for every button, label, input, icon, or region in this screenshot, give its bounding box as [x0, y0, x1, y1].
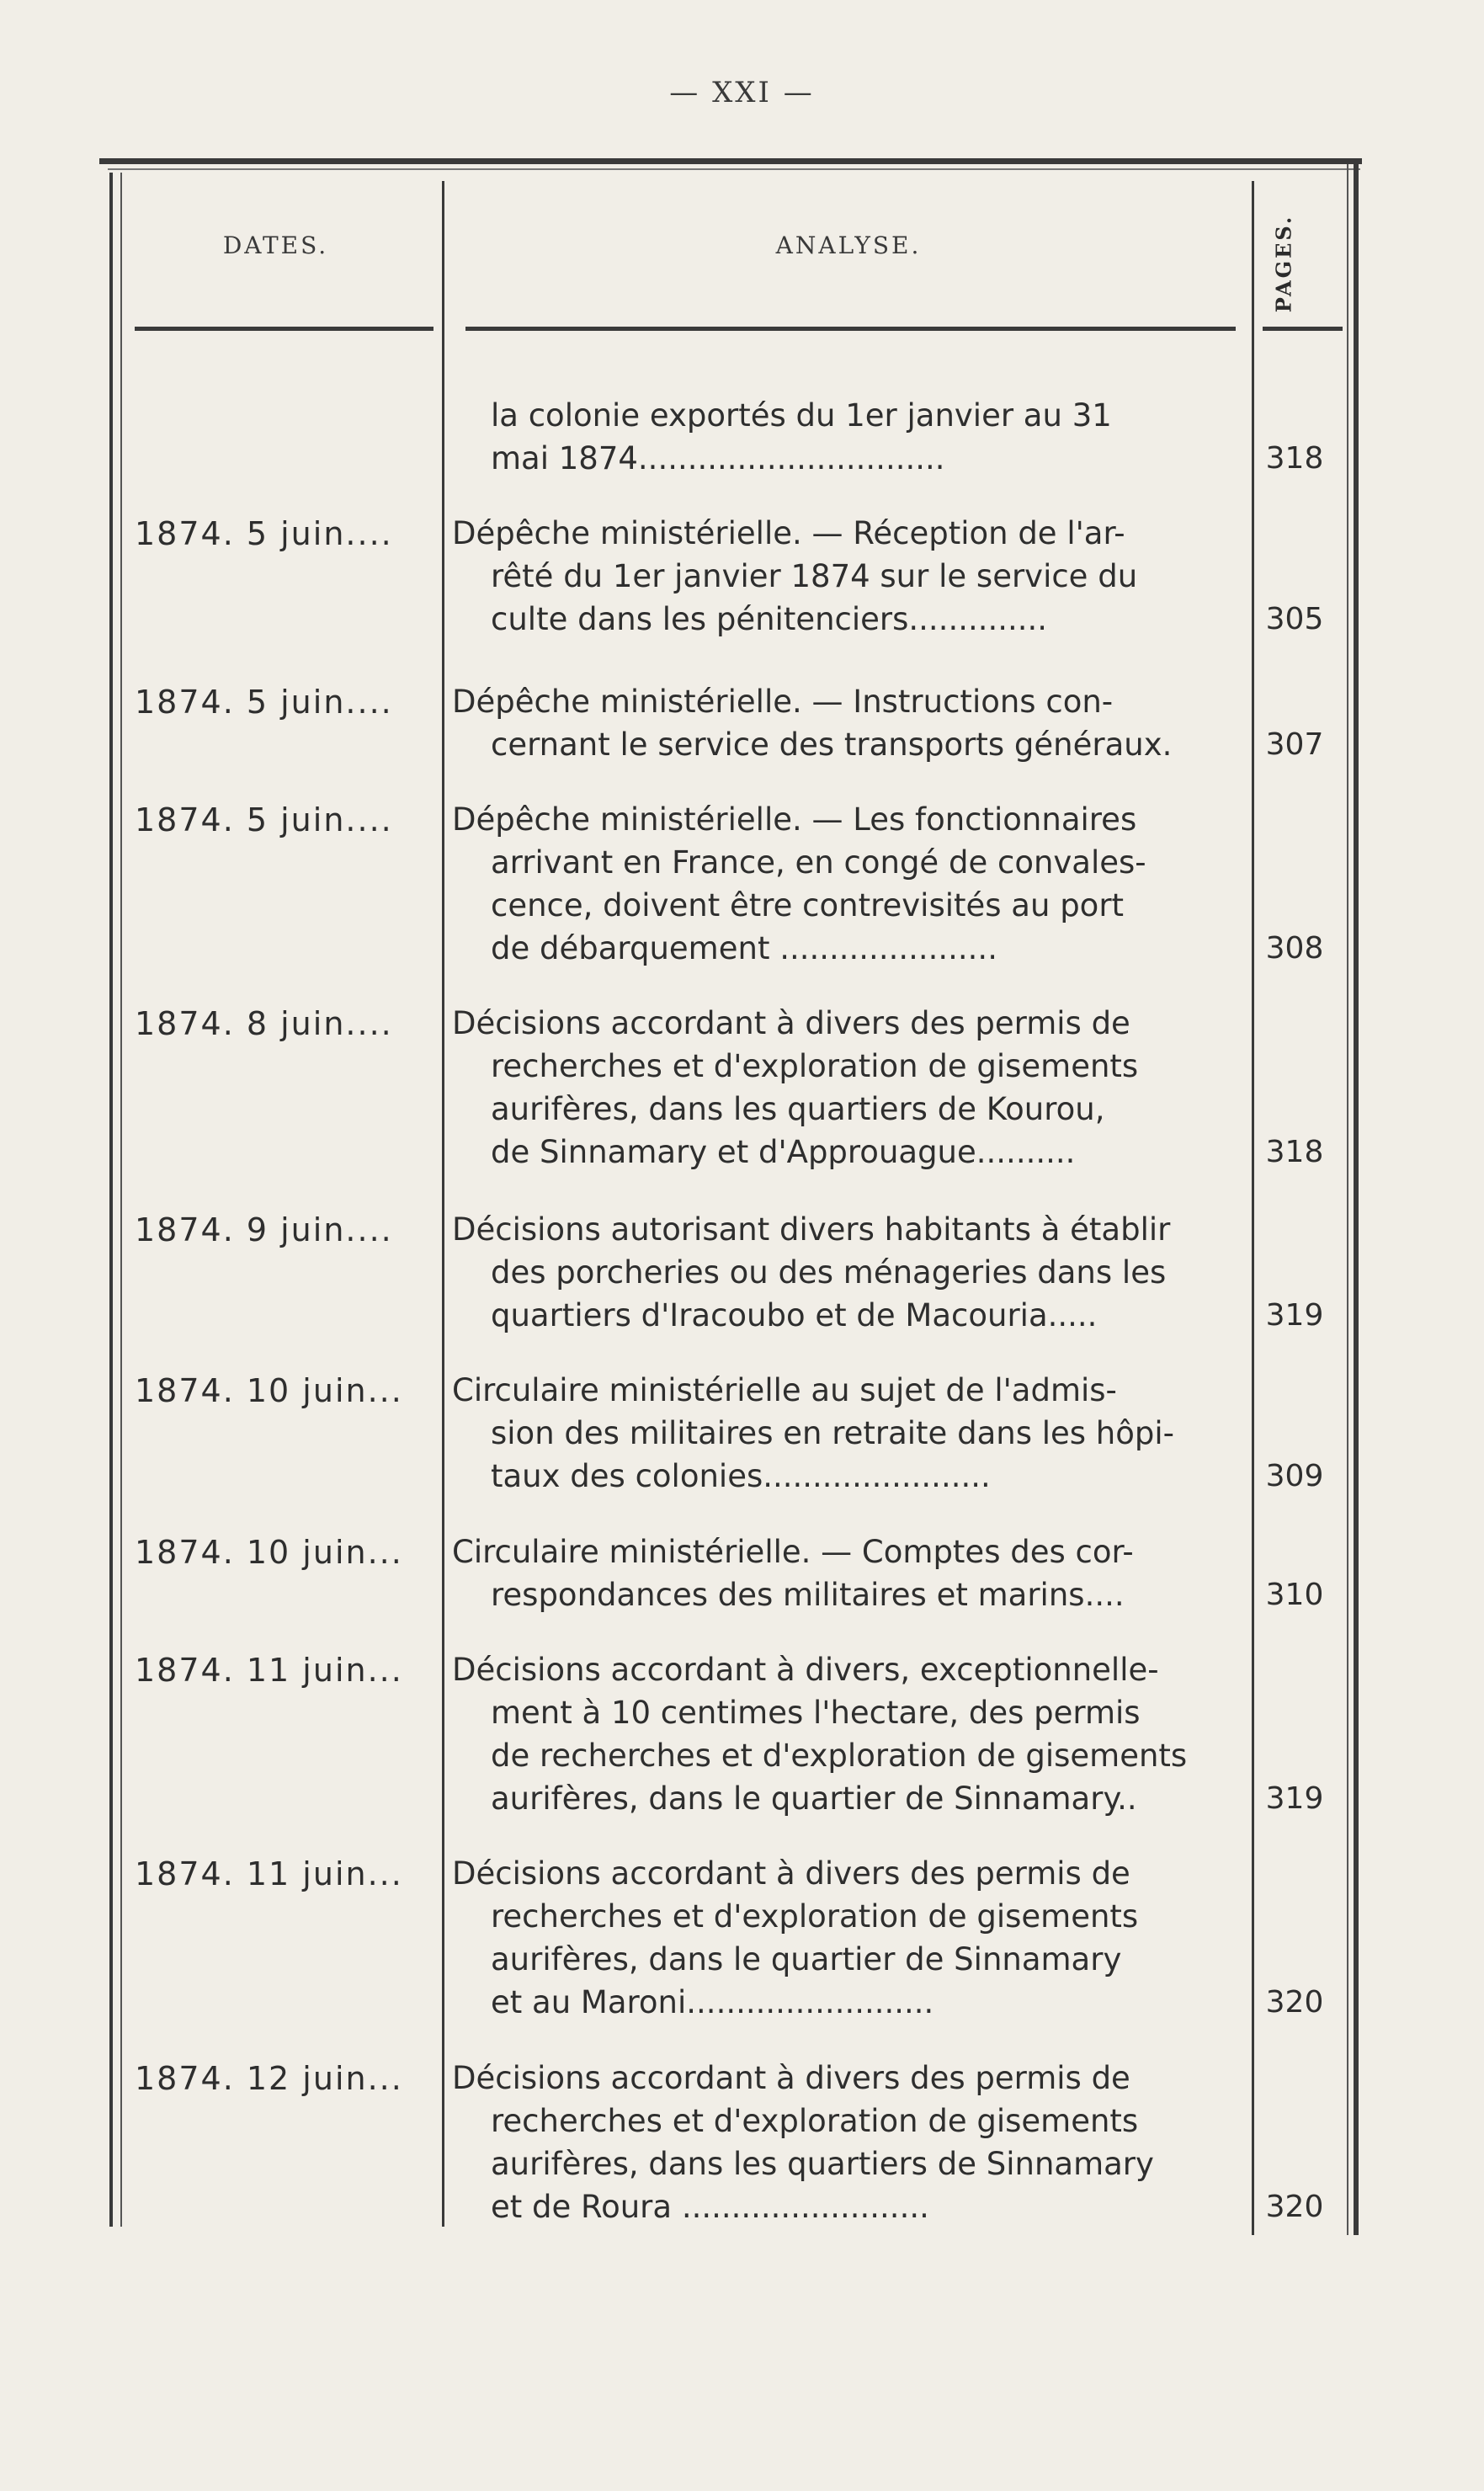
analysis-line: Décisions autorisant divers habitants à établir	[452, 1211, 1171, 1248]
table-top-rule	[99, 158, 1362, 164]
table-right-border-outer	[1354, 164, 1359, 2235]
analysis-line: culte dans les pénitenciers..............	[491, 601, 1048, 637]
entry-page-number: 309	[1265, 1459, 1324, 1493]
analysis-line: Décisions accordant à divers des permis de	[452, 1855, 1130, 1892]
entry-page-number: 305	[1265, 602, 1324, 636]
analysis-line: Décisions accordant à divers des permis de	[452, 2060, 1130, 2096]
entry-analysis	[452, 394, 1243, 480]
analysis-line: de débarquement ......................	[491, 930, 997, 966]
table-left-border	[109, 173, 113, 2227]
analysis-line: arrivant en France, en congé de convales-	[491, 844, 1146, 881]
analysis-line: et de Roura .........................	[491, 2189, 929, 2225]
entry-page-number: 319	[1265, 1781, 1324, 1816]
analysis-line: Décisions accordant à divers des permis de	[452, 1005, 1130, 1041]
entry-page-number: 310	[1265, 1578, 1324, 1612]
analysis-line: ment à 10 centimes l'hectare, des permis	[491, 1695, 1141, 1731]
entry-date: 1874. 9 juin....	[135, 1211, 393, 1248]
analysis-line: recherches et d'exploration de gisements	[491, 1898, 1139, 1935]
entry-analysis	[452, 1369, 1243, 1498]
entry-date: 1874. 8 juin....	[135, 1005, 393, 1042]
analysis-line: sion des militaires en retraite dans les hôpi-	[491, 1415, 1175, 1451]
analysis-line: Dépêche ministérielle. — Les fonctionnaires	[452, 801, 1137, 838]
analysis-line: taux des colonies.......................	[491, 1458, 991, 1494]
analysis-line: Décisions accordant à divers, exceptionnelle-	[452, 1652, 1159, 1688]
analysis-line: cence, doivent être contrevisités au port	[491, 887, 1125, 923]
analysis-line: rêté du 1er janvier 1874 sur le service du	[491, 558, 1138, 594]
analysis-line: Circulaire ministérielle au sujet de l'admis-	[452, 1372, 1117, 1408]
dates-analysis-divider	[442, 181, 444, 2227]
analysis-line: Circulaire ministérielle. — Comptes des cor-	[452, 1534, 1134, 1570]
analysis-header-underline	[465, 327, 1236, 331]
entry-page-number: 318	[1265, 441, 1324, 476]
analysis-line: aurifères, dans le quartier de Sinnamary..	[491, 1780, 1137, 1817]
analysis-line: aurifères, dans les quartiers de Sinnamary	[491, 2146, 1154, 2182]
entry-analysis	[452, 1852, 1243, 2024]
entry-date: 1874. 5 juin....	[135, 801, 393, 838]
page-header: — XXI —	[669, 76, 815, 109]
analysis-line: quartiers d'Iracoubo et de Macouria.....	[491, 1297, 1098, 1333]
entry-analysis	[452, 1648, 1243, 1820]
entry-analysis	[452, 798, 1243, 970]
analysis-line: de recherches et d'exploration de gisements	[491, 1738, 1188, 1774]
entry-page-number: 307	[1265, 727, 1324, 762]
entry-date: 1874. 11 juin...	[135, 1855, 403, 1892]
dates-column-header: DATES.	[222, 232, 329, 259]
table-top-rule-thin	[108, 168, 1360, 170]
analysis-line: cernant le service des transports généraux.	[491, 727, 1173, 763]
entry-analysis	[452, 1208, 1243, 1337]
analysis-line: de Sinnamary et d'Approuague..........	[491, 1134, 1076, 1170]
entry-page-number: 320	[1265, 2190, 1324, 2224]
analysis-line: Dépêche ministérielle. — Instructions con-	[452, 684, 1114, 720]
entry-analysis	[452, 680, 1243, 766]
entry-page-number: 318	[1265, 1135, 1324, 1169]
entry-analysis	[452, 512, 1243, 641]
analysis-pages-divider	[1252, 181, 1254, 2235]
analysis-line: mai 1874...............................	[491, 440, 945, 476]
entry-analysis	[452, 1530, 1243, 1616]
pages-column-header: PAGES.	[1271, 214, 1296, 313]
analysis-line: respondances des militaires et marins....	[491, 1577, 1125, 1613]
table-left-border-inner	[120, 173, 122, 2227]
entry-page-number: 320	[1265, 1985, 1324, 2020]
analysis-line: aurifères, dans les quartiers de Kourou,	[491, 1091, 1105, 1127]
entry-analysis	[452, 1002, 1243, 1174]
entry-analysis	[452, 2057, 1243, 2228]
entry-date: 1874. 10 juin...	[135, 1372, 403, 1409]
analysis-line: recherches et d'exploration de gisements	[491, 2103, 1139, 2139]
analysis-line: et au Maroni.........................	[491, 1984, 934, 2020]
analysis-line: des porcheries ou des ménageries dans les	[491, 1254, 1167, 1291]
entry-date: 1874. 10 juin...	[135, 1534, 403, 1571]
entry-date: 1874. 12 juin...	[135, 2060, 403, 2097]
analysis-line: Dépêche ministérielle. — Réception de l'ar-	[452, 515, 1125, 551]
entry-date: 1874. 11 juin...	[135, 1652, 403, 1689]
dates-header-underline	[135, 327, 433, 331]
entry-date: 1874. 5 juin....	[135, 515, 393, 552]
table-right-border	[1347, 164, 1348, 2235]
entry-page-number: 319	[1265, 1298, 1324, 1333]
analysis-line: la colonie exportés du 1er janvier au 31	[491, 397, 1112, 434]
entry-page-number: 308	[1265, 931, 1324, 966]
analysis-line: recherches et d'exploration de gisements	[491, 1048, 1139, 1084]
analysis-line: aurifères, dans le quartier de Sinnamary	[491, 1941, 1122, 1977]
entry-date: 1874. 5 juin....	[135, 684, 393, 721]
analysis-column-header: ANALYSE.	[775, 232, 922, 259]
